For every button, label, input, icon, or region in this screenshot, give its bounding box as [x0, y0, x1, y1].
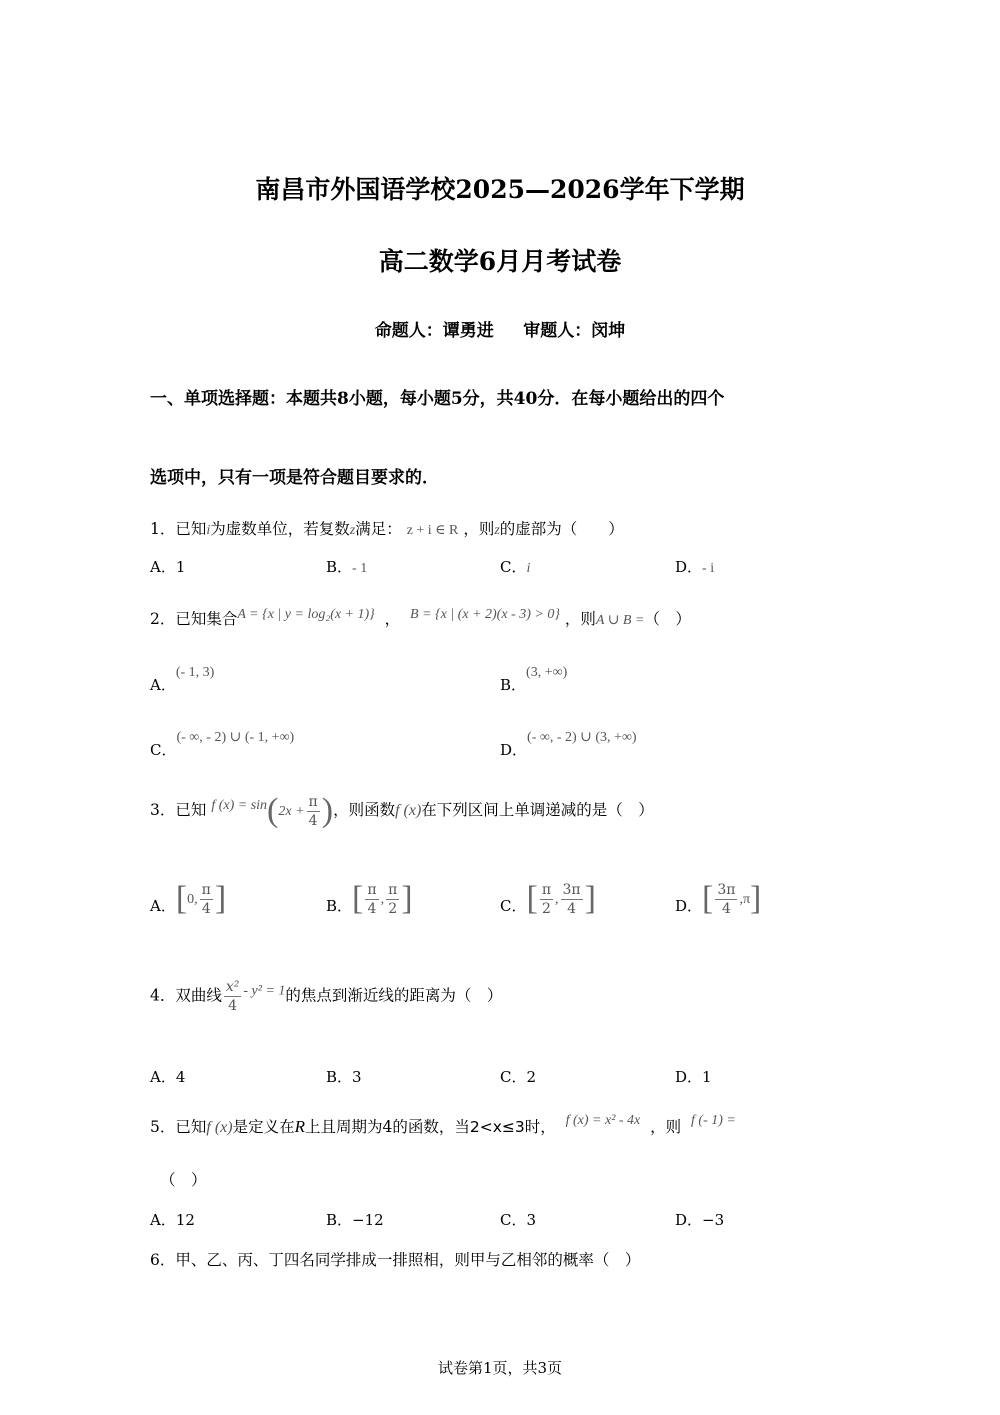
- option-label: D．: [675, 558, 703, 576]
- q4-text: 4．双曲线: [150, 986, 222, 1005]
- q3-option-a: [150, 880, 226, 918]
- numerator: π: [388, 881, 398, 898]
- q1-math-condition: z + i ∈ R: [406, 523, 459, 538]
- q1-math-z: z: [349, 523, 356, 538]
- bracket-right: ]: [401, 880, 413, 917]
- question-3: [150, 792, 654, 830]
- q5-option-a: A．12: [150, 1211, 195, 1229]
- q3-option-d: [675, 880, 761, 918]
- q5-option-d: D．−3: [675, 1211, 725, 1229]
- option-label: C．: [500, 558, 527, 576]
- numerator: π: [201, 881, 211, 898]
- bracket-right: ]: [214, 880, 227, 917]
- denominator: 4: [308, 812, 318, 829]
- section-heading-line1: 一、单项选择题：本题共8小题，每小题5分，共40分．在每小题给出的四个: [150, 389, 725, 409]
- comma: ,: [555, 892, 559, 907]
- fraction: [200, 881, 213, 918]
- question-2: [150, 604, 691, 629]
- q1-math-i: i: [206, 523, 211, 538]
- bracket-left: [: [702, 880, 714, 917]
- q5-R: R: [294, 1117, 305, 1136]
- q1-option-d: [675, 556, 714, 577]
- exam-title-line2: 高二数学6月月考试卷: [378, 247, 622, 276]
- interval-end: ,π: [739, 892, 751, 907]
- fraction: [386, 881, 399, 918]
- option-value: i: [526, 561, 531, 576]
- q2-option-a: [150, 662, 214, 695]
- q3-function: f (x) = sin: [211, 798, 268, 813]
- denominator: 4: [201, 900, 211, 917]
- paren-left: (: [267, 792, 279, 829]
- q4-option-d: D．1: [675, 1068, 712, 1086]
- q3-option-b: [326, 880, 413, 918]
- option-label: D．: [675, 897, 703, 915]
- q3-inner: 2x +: [278, 804, 305, 819]
- q4-option-c: C．2: [500, 1068, 537, 1086]
- denominator: 2: [388, 900, 398, 917]
- option-label: C．: [150, 741, 177, 759]
- option-value: (- ∞, - 2) ∪ (3, +∞): [527, 730, 637, 745]
- numerator: π: [367, 881, 377, 898]
- fraction: [365, 881, 378, 918]
- question-5: [150, 1110, 736, 1137]
- q1-option-a: A．1: [150, 558, 186, 576]
- option-label: A．: [150, 897, 176, 915]
- q2-option-d: [500, 727, 637, 760]
- q5-text: 时，: [524, 1118, 556, 1136]
- interval-start: 0,: [187, 892, 198, 907]
- option-label: C．: [500, 897, 527, 915]
- denominator: 2: [541, 900, 551, 917]
- option-value: - 1: [352, 561, 368, 576]
- numerator: π: [541, 881, 552, 898]
- numerator: π: [308, 793, 318, 810]
- page-footer: 试卷第1页，共3页: [437, 1359, 563, 1377]
- denominator: 4: [228, 998, 238, 1014]
- numerator: 3π: [717, 881, 736, 898]
- q3-text: ，则函数: [333, 801, 396, 819]
- option-label: D．: [500, 741, 528, 759]
- fraction: [715, 881, 737, 918]
- fraction: [561, 881, 583, 918]
- q5-answer-paren: （ ）: [160, 1171, 207, 1189]
- q5-text: 5．已知: [150, 1118, 207, 1136]
- q2-option-c: [150, 727, 294, 760]
- denominator: 4: [367, 900, 377, 917]
- question-4: [150, 978, 502, 1015]
- q4-text: 的焦点到渐近线的距离为（ ）: [285, 986, 503, 1005]
- bracket-left: [: [175, 880, 188, 917]
- q5-ask: f (- 1) =: [691, 1113, 736, 1128]
- option-value: - i: [702, 561, 715, 576]
- q1-text: 为虚数单位，若复数: [210, 520, 350, 538]
- option-label: B．: [326, 897, 353, 915]
- bracket-right: ]: [584, 880, 596, 917]
- q2-union: A ∪ B =: [595, 613, 645, 628]
- comma: ,: [380, 892, 385, 907]
- q1-text: 满足：: [355, 520, 402, 538]
- q4-equation: - y² = 1: [243, 983, 286, 999]
- fraction: [224, 978, 242, 1015]
- exam-title-line1: 南昌市外国语学校2025—2026学年下学期: [255, 175, 745, 204]
- q2-text: 2．已知集合: [150, 610, 238, 628]
- q5-text: ，则: [650, 1118, 682, 1136]
- q5-text: 是定义在: [232, 1118, 295, 1136]
- q2-text: （ ）: [644, 610, 691, 628]
- q1-text: 的虚部为（ ）: [499, 520, 624, 538]
- fraction: [307, 793, 320, 830]
- denominator: 4: [721, 900, 731, 917]
- option-label: B．: [326, 558, 353, 576]
- q5-function: f (x) = x² - 4x: [565, 1113, 641, 1128]
- numerator: x²: [225, 979, 240, 995]
- paren-right: ): [321, 792, 334, 829]
- q1-option-b: [326, 556, 367, 577]
- q1-text: 1．已知: [150, 520, 207, 538]
- q4-option-a: A．4: [150, 1068, 186, 1086]
- q2-set-a: A = {x | y = log₂(x + 1)}: [237, 607, 375, 622]
- option-value: (- 1, 3): [175, 665, 215, 680]
- q2-text: ，则: [564, 610, 596, 628]
- q1-text: ，则: [463, 520, 495, 538]
- question-6: 6．甲、乙、丙、丁四名同学排成一排照相，则甲与乙相邻的概率（ ）: [150, 1251, 641, 1269]
- q3-option-c: [500, 880, 596, 918]
- bracket-left: [: [352, 880, 364, 917]
- option-value: (3, +∞): [526, 665, 568, 680]
- q1-math-z: z: [494, 523, 500, 538]
- numerator: 3π: [562, 881, 581, 898]
- q3-text: 3．已知: [150, 801, 207, 819]
- bracket-left: [: [526, 880, 538, 917]
- denominator: 4: [567, 900, 577, 917]
- section-heading-line2: 选项中，只有一项是符合题目要求的．: [150, 468, 439, 488]
- q4-option-b: B．3: [326, 1068, 362, 1086]
- q5-condition: 2<x≤3: [469, 1118, 525, 1136]
- option-label: B．: [500, 676, 527, 694]
- q2-text: ，: [384, 610, 401, 628]
- authors-line: 命题人：谭勇进 审题人：闵坤: [374, 321, 626, 341]
- fraction: [540, 881, 553, 918]
- q3-text: 在下列区间上单调递减的是（ ）: [421, 801, 654, 819]
- question-1: [150, 517, 624, 539]
- q5-fx: f (x): [206, 1119, 233, 1136]
- q2-set-b: B = {x | (x + 2)(x - 3) > 0}: [410, 607, 560, 622]
- bracket-right: ]: [750, 880, 762, 917]
- q5-option-b: B．−12: [326, 1211, 384, 1229]
- q5-option-c: C．3: [500, 1211, 537, 1229]
- option-label: A．: [150, 676, 176, 694]
- q3-fx: f (x): [395, 802, 422, 819]
- q2-option-b: [500, 662, 567, 695]
- option-value: (- ∞, - 2) ∪ (- 1, +∞): [176, 730, 295, 745]
- q1-option-c: [500, 556, 530, 577]
- q5-text: 上且周期为4的函数，当: [304, 1118, 470, 1136]
